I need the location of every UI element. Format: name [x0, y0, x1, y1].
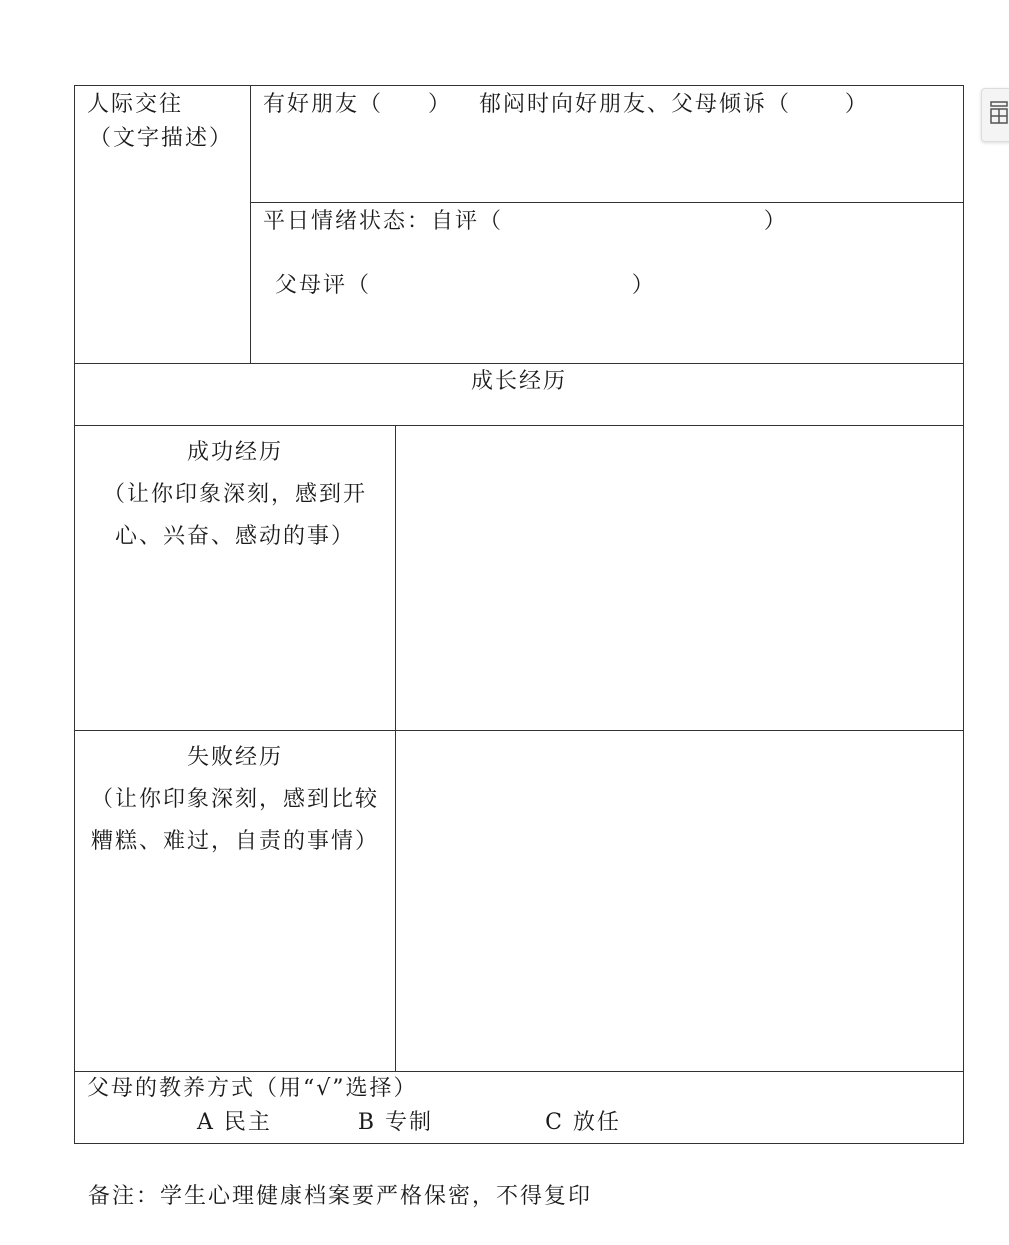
interpersonal-label: 人际交往 — [87, 92, 184, 117]
option-democratic[interactable]: A 民主 — [197, 1110, 272, 1135]
success-description: （让你印象深刻，感到开心、兴奋、感动的事） — [102, 482, 367, 549]
mood-parent-rating: 父母评（ ） — [275, 273, 656, 298]
parenting-cell[interactable] — [75, 1072, 964, 1144]
mood-self-rating: 平日情绪状态：自评（ ） — [263, 209, 788, 234]
side-panel-toggle[interactable] — [981, 88, 1009, 142]
option-permissive[interactable]: C 放任 — [545, 1110, 621, 1135]
interpersonal-label-note: （文字描述） — [89, 126, 234, 151]
success-title: 成功经历 — [186, 440, 283, 465]
interpersonal-label-cell — [75, 86, 251, 364]
success-label-cell — [75, 426, 396, 731]
growth-section-title: 成长经历 — [470, 369, 567, 394]
parenting-question: 父母的教养方式（用“√”选择） — [87, 1076, 418, 1101]
option-authoritarian[interactable]: B 专制 — [357, 1110, 434, 1135]
failure-description: （让你印象深刻，感到比较糟糕、难过，自责的事情） — [90, 787, 379, 854]
mood-cell[interactable] — [251, 203, 964, 364]
growth-header-cell — [75, 364, 964, 426]
friends-cell[interactable] — [251, 86, 964, 203]
layout-icon — [988, 101, 1009, 127]
failure-title: 失败经历 — [186, 745, 283, 770]
failure-label-cell — [75, 731, 396, 1072]
student-record-form — [74, 85, 964, 1144]
failure-answer-cell[interactable] — [396, 731, 964, 1072]
parenting-options — [75, 1106, 963, 1140]
friends-question: 有好朋友（ ） 郁闷时向好朋友、父母倾诉（ ） — [263, 92, 869, 117]
confidentiality-note: 备注：学生心理健康档案要严格保密，不得复印 — [88, 1184, 593, 1209]
success-answer-cell[interactable] — [396, 426, 964, 731]
